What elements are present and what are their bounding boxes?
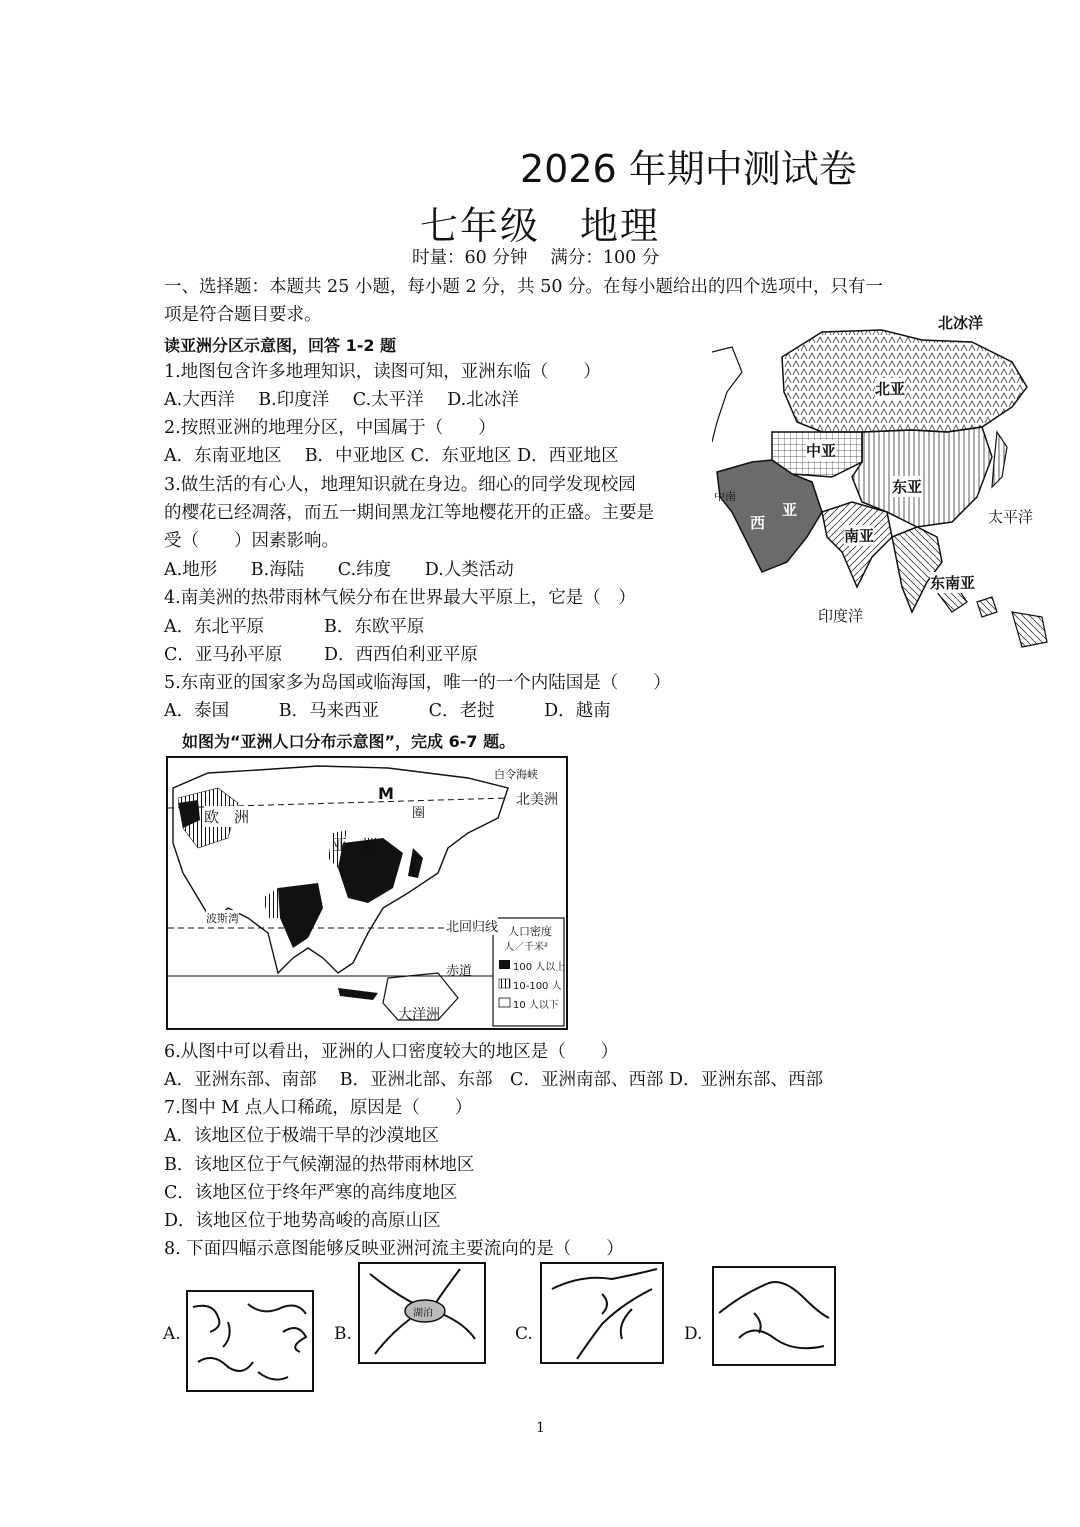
q6-stem: 6.从图中可以看出，亚洲的人口密度较大的地区是（ ） [164, 1042, 619, 1062]
q7-option-b: B．该地区位于气候潮湿的热带雨林地区 [164, 1155, 475, 1175]
label-equator: 赤道 [446, 964, 473, 979]
label-asia: 亚 洲 [332, 836, 378, 854]
exam-title: 2026 年期中测试卷 [520, 147, 857, 191]
q8-diagram-c [540, 1262, 664, 1364]
q1-option-b: B.印度洋 [258, 390, 330, 410]
legend-swatch-high [499, 960, 510, 969]
legend-low: 10 人以下 [513, 1000, 559, 1011]
label-south-asia: 南亚 [844, 527, 875, 545]
q4-option-a: A．东北平原 [164, 617, 265, 637]
lake-label: 湖泊 [413, 1308, 433, 1319]
q7-option-a: A．该地区位于极端干旱的沙漠地区 [164, 1126, 440, 1146]
label-pacific-ocean: 太平洋 [988, 508, 1034, 526]
q8-diagram-a [186, 1290, 314, 1392]
q8-diagram-a-rivers [188, 1292, 312, 1390]
label-oceania: 大洋洲 [398, 1007, 440, 1023]
q1-option-a: A.大西洋 [164, 390, 235, 410]
q1-stem: 1.地图包含许多地理知识，读图可知，亚洲东临（ ） [164, 362, 601, 382]
label-central-asia: 中亚 [806, 442, 837, 460]
label-arctic-ocean: 北冰洋 [938, 314, 984, 332]
legend-unit: 人／千米² [504, 942, 549, 953]
group2-title: 如图为“亚洲人口分布示意图”，完成 6-7 题。 [182, 732, 516, 751]
region-west-asia [717, 460, 822, 572]
q5-option-a: A．泰国 [164, 701, 230, 721]
q5-option-c: C．老挝 [428, 701, 495, 721]
q3-line1: 3.做生活的有心人，地理知识就在身边。细心的同学发现校园 [164, 475, 636, 495]
q5-option-b: B．马来西亚 [278, 701, 380, 721]
region-southeast-asia [892, 527, 942, 612]
label-southeast-asia: 东南亚 [930, 574, 976, 592]
q8-diagram-d-rivers [714, 1268, 834, 1364]
q3-options [164, 556, 514, 584]
q3-option-c: C.纬度 [337, 560, 392, 580]
asia-regions-map [712, 312, 1052, 657]
q3-option-b: B.海陆 [250, 560, 305, 580]
q7-option-c: C．该地区位于终年严寒的高纬度地区 [164, 1183, 458, 1203]
q8-diagram-c-rivers [542, 1264, 662, 1362]
q8-diagram-b [358, 1262, 486, 1364]
label-arctic-circle: 圈 [412, 806, 426, 821]
q2-options: A．东南亚地区 B．中亚地区 C．东亚地区 D．西亚地区 [164, 446, 619, 466]
section-intro-line2: 项是符合题目要求。 [164, 305, 322, 325]
q1-options [164, 386, 519, 414]
q8-label-c: C. [515, 1324, 533, 1344]
q5-options [164, 697, 611, 725]
q6-options: A．亚洲东部、南部 B．亚洲北部、东部 C．亚洲南部、西部 D．亚洲东部、西部 [164, 1070, 824, 1090]
page-number: 1 [536, 1420, 545, 1436]
q4-stem: 4.南美洲的热带雨林气候分布在世界最大平原上，它是（ ） [164, 588, 636, 608]
q1-option-c: C.太平洋 [352, 390, 424, 410]
q8-stem: 8. 下面四幅示意图能够反映亚洲河流主要流向的是（ ） [164, 1239, 624, 1259]
label-north-america: 北美洲 [516, 789, 558, 809]
europe-edge [712, 347, 742, 442]
q5-stem: 5.东南亚的国家多为岛国或临海国，唯一的一个内陆国是（ ） [164, 673, 671, 693]
q2-stem: 2.按照亚洲的地理分区，中国属于（ ） [164, 418, 496, 438]
label-west-1: 西 [750, 514, 766, 532]
q3-line3: 受（ ）因素影响。 [164, 531, 339, 551]
q7-stem: 7.图中 M 点人口稀疏，原因是（ ） [164, 1098, 473, 1118]
label-tropic-of-cancer: 北回归线 [446, 916, 498, 935]
label-north-asia: 北亚 [875, 380, 906, 398]
exam-subject: 七年级 地理 [420, 204, 661, 248]
q8-label-a: A. [163, 1324, 181, 1344]
q4-option-d: D．西西伯利亚平原 [324, 645, 479, 665]
q4-option-c: C．亚马孙平原 [164, 645, 283, 665]
legend-title: 人口密度 [508, 925, 552, 938]
q8-label-b: B. [334, 1324, 352, 1344]
section-intro-line1: 一、选择题：本题共 25 小题，每小题 2 分，共 50 分。在每小题给出的四个选项中，只有一 [164, 277, 884, 297]
legend-mid: 10-100 人 [513, 981, 562, 992]
asia-population-map-svg [168, 758, 566, 1028]
islands-southeast [937, 587, 1047, 647]
indonesia-dense [338, 988, 378, 1000]
q7-option-d: D．该地区位于地势高峻的高原山区 [164, 1211, 441, 1231]
q3-option-d: D.人类活动 [424, 560, 514, 580]
q8-label-d: D. [684, 1324, 703, 1344]
group1-title: 读亚洲分区示意图，回答 1-2 题 [164, 336, 397, 355]
legend-swatch-low [499, 998, 510, 1007]
exam-meta: 时量：60 分钟 满分：100 分 [412, 248, 660, 268]
q1-option-d: D.北冰洋 [447, 390, 519, 410]
q8-diagram-d [712, 1266, 836, 1366]
q3-line2: 的樱花已经凋落，而五一期间黑龙江等地樱花开的正盛。主要是 [164, 503, 654, 523]
q3-option-a: A.地形 [164, 560, 218, 580]
label-persian-gulf: 波斯湾 [206, 912, 239, 925]
label-west-2: 亚 [782, 501, 798, 519]
label-point-m: M [378, 784, 394, 803]
label-bering-strait: 白令海峡 [494, 768, 538, 781]
q5-option-d: D．越南 [544, 701, 611, 721]
asia-population-map [166, 756, 568, 1030]
japan-islands [992, 432, 1007, 487]
asia-regions-map-svg [712, 312, 1052, 657]
legend-swatch-mid [499, 979, 510, 988]
label-indian-ocean: 印度洋 [818, 607, 864, 625]
q4-option-b: B．东欧平原 [324, 617, 425, 637]
label-east-asia: 东亚 [892, 478, 923, 496]
label-europe: 欧 洲 [204, 808, 250, 826]
label-mideast-small: 中南 [714, 490, 736, 503]
legend-high: 100 人以上 [513, 962, 566, 973]
